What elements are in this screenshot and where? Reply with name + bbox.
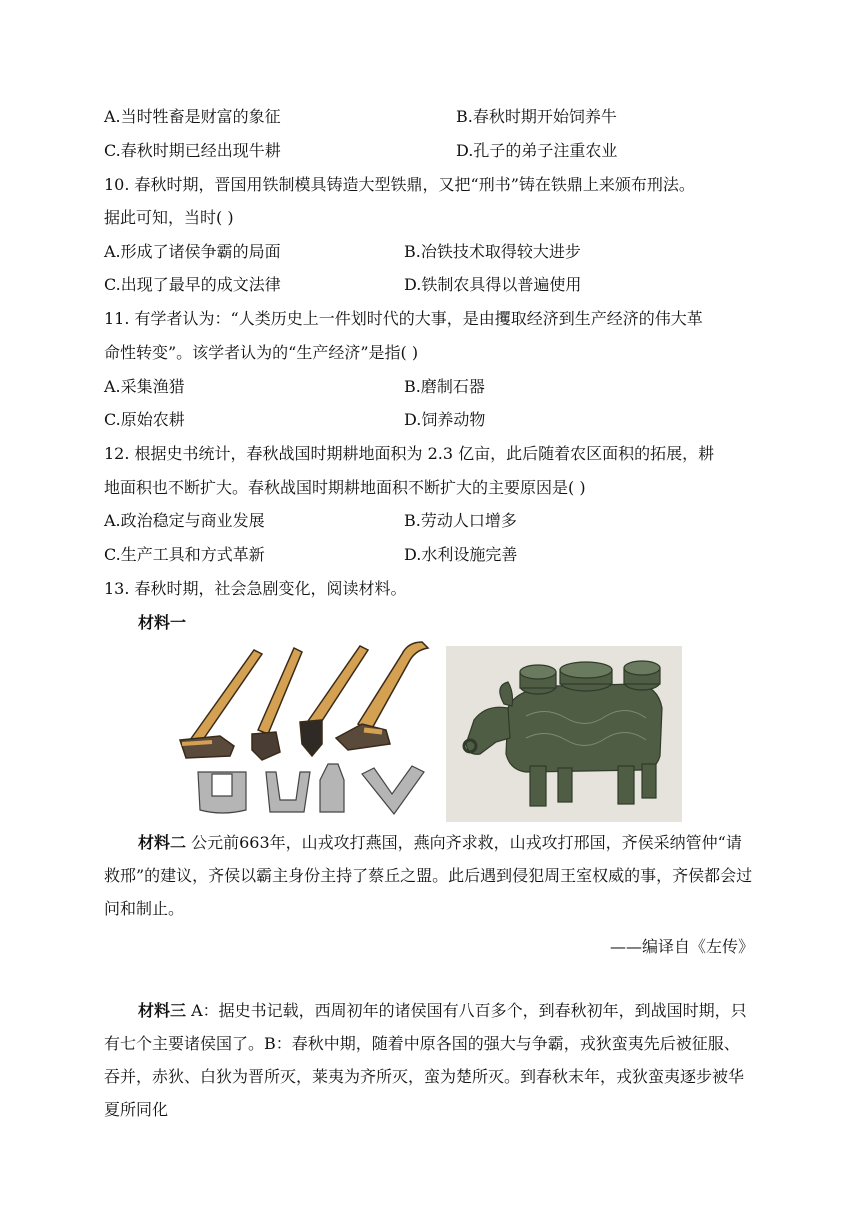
- material-three-label: 材料三: [138, 1001, 187, 1020]
- bronze-ox-vessel-photo: [446, 646, 682, 822]
- q9-option-d: D.孔子的弟子注重农业: [456, 141, 618, 160]
- material-three-text: A：据史书记载，西周初年的诸侯国有八百多个，到春秋初年，到战国时期，只有七个主要诸侯国了。B：春秋中期，随着中原各国的强大与争霸，戎狄蛮夷先后被征服、吞并，赤狄、白狄为晋所灭，莱夷为齐所灭，蛮为楚所灭。到春秋末年，戎狄蛮夷逐步被华夏所同化: [104, 1001, 747, 1119]
- q13-stem: 13. 春秋时期，社会急剧变化，阅读材料。: [104, 579, 407, 598]
- q9-option-c: C.春秋时期已经出现牛耕: [104, 141, 281, 160]
- q12-option-c: C.生产工具和方式革新: [104, 545, 265, 564]
- material-two-source: ——编译自《左传》: [609, 937, 754, 956]
- q11-option-a: A.采集渔猎: [104, 377, 185, 396]
- q12-stem-line2: 地面积也不断扩大。春秋战国时期耕地面积不断扩大的主要原因是( ): [104, 478, 586, 497]
- q11-stem-line1: 11. 有学者认为：“人类历史上一件划时代的大事，是由攫取经济到生产经济的伟大革: [104, 309, 703, 328]
- q10-stem-line1: 10. 春秋时期，晋国用铁制模具铸造大型铁鼎，又把“刑书”铸在铁鼎上来颁布刑法。: [104, 175, 695, 194]
- material-two-label: 材料二: [138, 833, 187, 852]
- q12-stem-line1: 12. 根据史书统计，春秋战国时期耕地面积为 2.3 亿亩，此后随着农区面积的拓展，耕: [104, 444, 715, 463]
- iron-tools-illustration: [172, 640, 434, 822]
- q11-stem-line2: 命性转变”。该学者认为的“生产经济”是指( ): [104, 343, 419, 362]
- material-two: [104, 826, 754, 925]
- q11-option-c: C.原始农耕: [104, 410, 185, 429]
- q11-option-b: B.磨制石器: [404, 377, 485, 396]
- q10-option-c: C.出现了最早的成文法律: [104, 275, 281, 294]
- material-two-text: 公元前663年，山戎攻打燕国，燕向齐求救，山戎攻打邢国，齐侯采纳管仲“请救邢”的建议，齐侯以霸主身份主持了蔡丘之盟。此后遇到侵犯周王室权威的事，齐侯都会过问和制止。: [104, 833, 753, 918]
- q12-option-a: A.政治稳定与商业发展: [104, 511, 265, 530]
- q9-option-a: A.当时牲畜是财富的象征: [104, 107, 281, 126]
- material-three: [104, 994, 754, 1126]
- q10-option-d: D.铁制农具得以普遍使用: [404, 275, 582, 294]
- q10-stem-line2: 据此可知，当时( ): [104, 208, 234, 227]
- q10-option-b: B.冶铁技术取得较大进步: [404, 242, 581, 261]
- q12-option-b: B.劳动人口增多: [404, 511, 517, 530]
- q11-option-d: D.饲养动物: [404, 410, 486, 429]
- q9-option-b: B.春秋时期开始饲养牛: [456, 107, 617, 126]
- material-one-label: 材料一: [138, 613, 187, 632]
- q12-option-d: D.水利设施完善: [404, 545, 518, 564]
- q10-option-a: A.形成了诸侯争霸的局面: [104, 242, 281, 261]
